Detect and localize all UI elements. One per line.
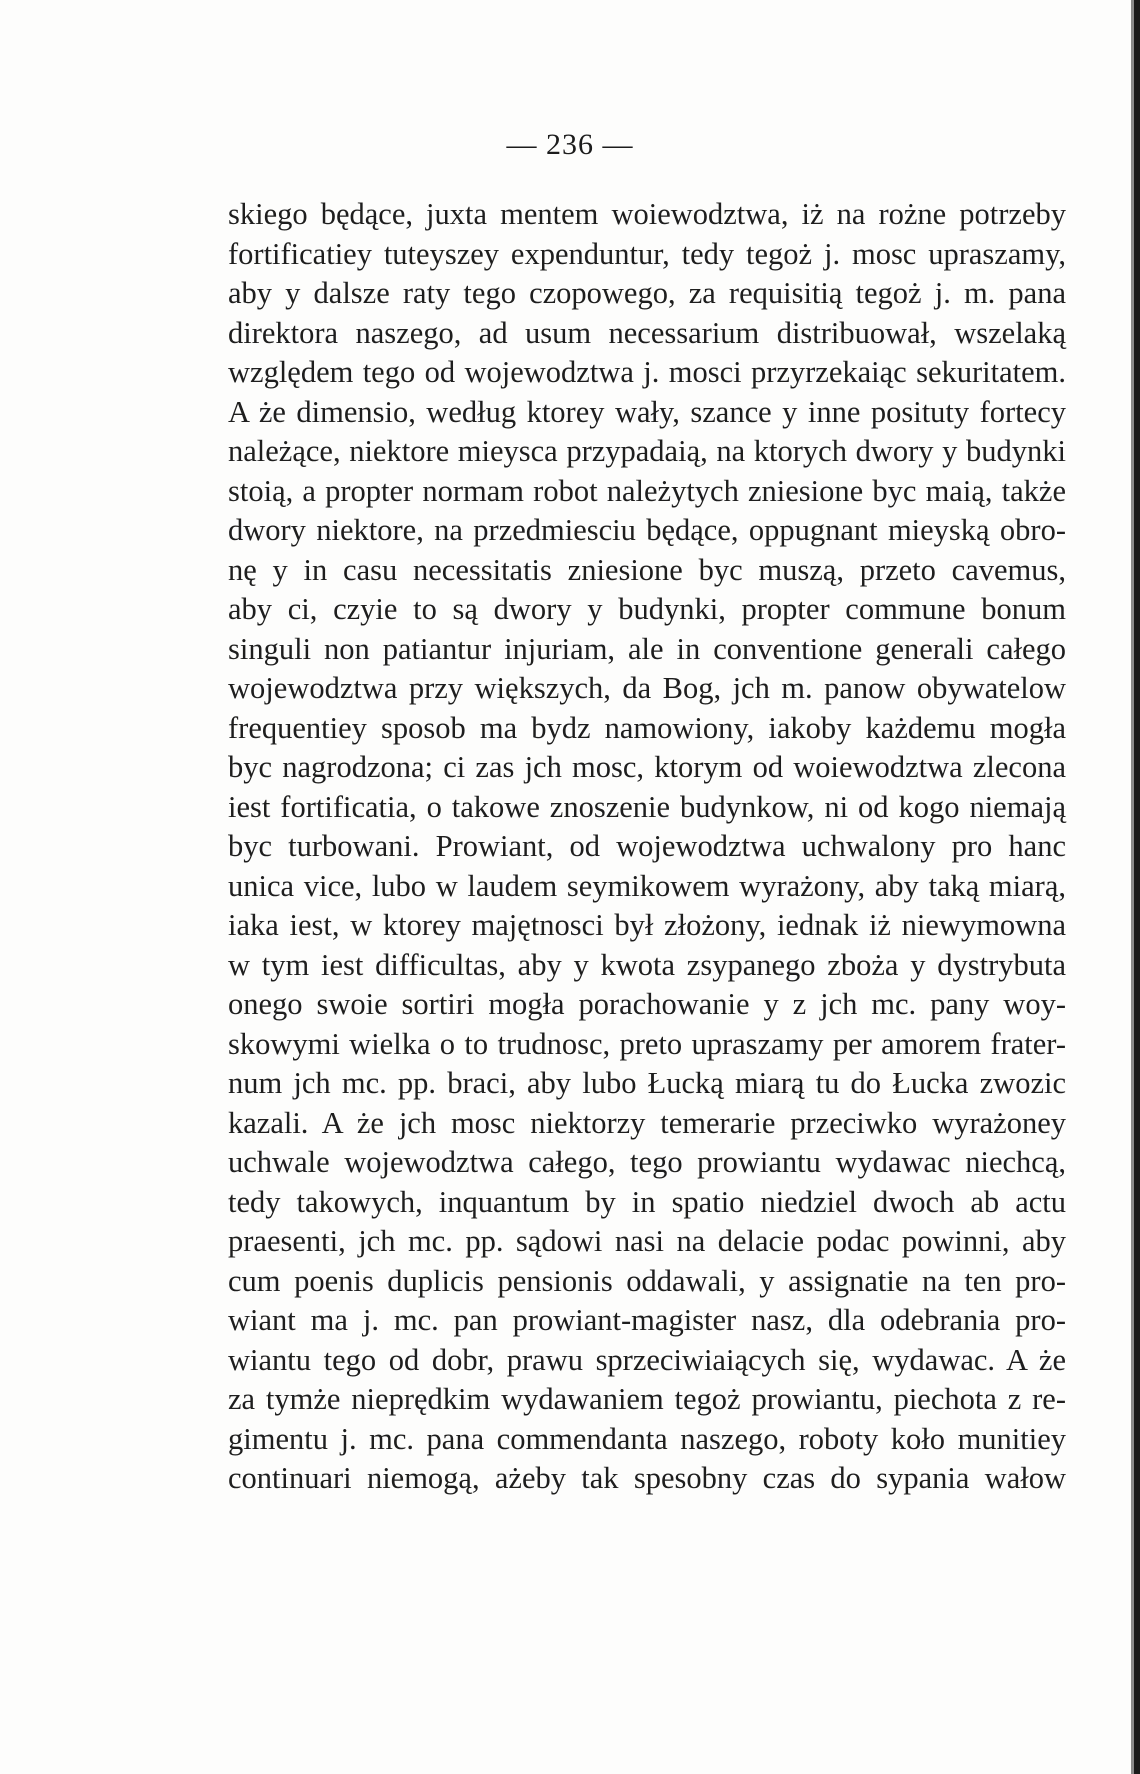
text-line: byc nagrodzona; ci zas jch mosc, ktorym od woiewodztwa zlecona xyxy=(228,750,1066,784)
text-line: aby y dalsze raty tego czopowego, za requisitią tegoż j. m. pana xyxy=(228,276,1066,310)
text-line: num jch mc. pp. braci, aby lubo Łucką miarą tu do Łucka zwozic xyxy=(228,1066,1066,1100)
text-line: unica vice, lubo w laudem seymikowem wyrażony, aby taką miarą, xyxy=(228,868,1066,903)
text-line: w tym iest difficultas, aby y kwota zsypanego zboża y dystrybuta xyxy=(228,947,1066,982)
text-line: względem tego od wojewodztwa j. mosci przyrzekaiąc sekuritatem. xyxy=(228,355,1066,389)
text-line: wojewodztwa przy większych, da Bog, jch m. panow obywatelow xyxy=(228,671,1066,705)
page-number: — 236 — xyxy=(506,128,634,161)
text-line: tedy takowych, inquantum by in spatio niedziel dwoch ab actu xyxy=(228,1184,1066,1219)
text-line: A że dimensio, według ktorey wały, szance y inne posituty fortecy xyxy=(228,394,1066,429)
text-line: fortificatiey tuteyszey expenduntur, tedy tegoż j. mosc upraszamy, xyxy=(228,236,1066,271)
text-line: cum poenis duplicis pensionis oddawali, y assignatie na ten pro- xyxy=(228,1263,1066,1298)
text-line: należące, niektore mieysca przypadaią, na ktorych dwory y budynki xyxy=(228,434,1066,468)
text-line: kazali. A że jch mosc niektorzy temerarie przeciwko wyrażoney xyxy=(228,1105,1066,1140)
text-line: uchwale wojewodztwa całego, tego prowiantu wydawac niechcą, xyxy=(228,1145,1066,1179)
text-line: wiantu tego od dobr, prawu sprzeciwiaiących się, wydawac. A że xyxy=(228,1342,1066,1377)
text-line: frequentiey sposob ma bydz namowiony, iakoby każdemu mogła xyxy=(228,710,1066,745)
text-line: byc turbowani. Prowiant, od wojewodztwa uchwalony pro hanc xyxy=(228,829,1066,863)
text-line: aby ci, czyie to są dwory y budynki, propter commune bonum xyxy=(228,592,1066,626)
text-line: skiego będące, juxta mentem woiewodztwa, iż na rożne potrzeby xyxy=(228,197,1066,231)
text-line: continuari niemogą, ażeby tak spesobny czas do sypania wałow xyxy=(228,1461,1066,1495)
page-edge xyxy=(1134,0,1140,1774)
text-line: dwory niektore, na przedmiesciu będące, oppugnant mieyską obro- xyxy=(228,513,1066,547)
body-text xyxy=(228,195,1066,1499)
text-line: wiant ma j. mc. pan prowiant-magister nasz, dla odebrania pro- xyxy=(228,1303,1066,1337)
text-line: direktora naszego, ad usum necessarium distribuował, wszelaką xyxy=(228,315,1066,350)
text-line: iest fortificatia, o takowe znoszenie budynkow, ni od kogo niemają xyxy=(228,789,1066,824)
text-line: za tymże nieprędkim wydawaniem tegoż prowiantu, piechota z re- xyxy=(228,1382,1066,1416)
text-line: nę y in casu necessitatis zniesione byc muszą, przeto cavemus, xyxy=(228,552,1066,587)
text-line: iaka iest, w ktorey majętnosci był złożony, iednak iż niewymowna xyxy=(228,908,1066,942)
text-line: stoią, a propter normam robot należytych zniesione byc maią, także xyxy=(228,473,1066,508)
text-line: praesenti, jch mc. pp. sądowi nasi na delacie podac powinni, aby xyxy=(228,1224,1066,1258)
text-line: skowymi wielka o to trudnosc, preto upraszamy per amorem frater- xyxy=(228,1026,1066,1061)
text-line: gimentu j. mc. pana commendanta naszego, roboty koło munitiey xyxy=(228,1421,1066,1456)
text-line: onego swoie sortiri mogła porachowanie y z jch mc. pany woy- xyxy=(228,987,1066,1021)
text-line: singuli non patiantur injuriam, ale in conventione generali całego xyxy=(228,631,1066,666)
